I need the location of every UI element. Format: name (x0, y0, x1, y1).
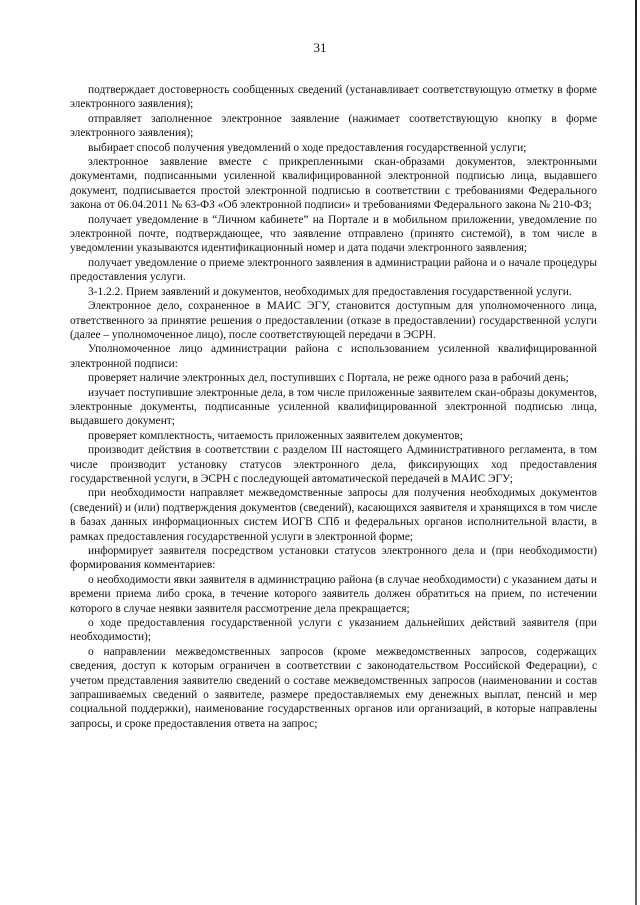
document-body (70, 83, 597, 731)
paragraph: получает уведомление о приеме электронного заявления в администрации района и о начале процедуры предоставления услуги. (70, 256, 597, 284)
paragraph: отправляет заполненное электронное заявление (нажимает соответствующую кнопку в форме электронного заявления); (70, 112, 597, 140)
paragraph: производит действия в соответствии с разделом III настоящего Административного регламента, в том числе производит установку статусов электронного дела, фиксирующих ход предоставления государственной услуги, в ЭСРН с последующей автоматической передачей в МАИС ЭГУ; (70, 444, 597, 485)
paragraph: получает уведомление в “Личном кабинете” на Портале и в мобильном приложении, уведомление по электронной почте, подтверждающее, что заявление отправлено (принято системой), в том числе в уведомлении указываются идентификационный номер и дата подачи электронного заявления; (70, 213, 597, 255)
paragraph: при необходимости направляет межведомственные запросы для получения необходимых документов (сведений) и (или) подтверждения документов (сведений), касающихся заявителя и хранящихся в том числе в базах данных информационных систем ИОГВ СПб и федеральных органов исполнительной власти, в рамках предоставления государственной услуги в электронной форме; (70, 487, 597, 543)
paragraph: проверяет комплектность, читаемость приложенных заявителем документов; (88, 429, 463, 442)
paragraph: Электронное дело, сохраненное в МАИС ЭГУ, становится доступным для уполномоченного лица, ответственного за принятие решения о предоставлении (отказе в предоставлении) государственной услуги (далее – уполномоченное лицо), после соответствующей передачи в ЭСРН. (70, 300, 597, 341)
paragraph: Уполномоченное лицо администрации района с использованием усиленной квалифицированной электронной подписи: (70, 343, 597, 370)
paragraph: о ходе предоставления государственной услуги с указанием дальнейших действий заявителя (при необходимости); (70, 617, 597, 644)
scan-edge-shadow (635, 0, 637, 905)
paragraph: подтверждает достоверность сообщенных сведений (устанавливает соответствующую отметку в форме электронного заявления); (70, 84, 597, 111)
paragraph: выбирает способ получения уведомлений о ходе предоставления государственной услуги; (88, 141, 527, 154)
paragraph: проверяет наличие электронных дел, поступивших с Портала, не реже одного раза в рабочий день; (88, 372, 569, 385)
paragraph: о направлении межведомственных запросов (кроме межведомственных запросов, содержащих сведения, доступ к которым ограничен в соответствии с законодательством Российской Федерации), с учетом представления заявителю сведений о составе межведомственных запросов (наименовании и состав запрашиваемых сведений о заявителе, размере предоставляемых ему денежных выплат, пенсий и мер социальной поддержки), наименование государственных органов или организаций, в которые направлены запросы, и сроке предоставления ответа на запрос; (70, 645, 597, 730)
page-number: 31 (313, 40, 327, 55)
paragraph: информирует заявителя посредством установки статусов электронного дела и (при необходимости) формирования комментариев: (70, 545, 597, 572)
section-heading: 3-1.2.2. Прием заявлений и документов, необходимых для предоставления государственной услуги. (88, 285, 572, 298)
paragraph: изучает поступившие электронные дела, в том числе приложенные заявителем скан-образы документов, электронные документы, подписанные усиленной квалифицированной электронной подписью лица, выдавшего документ; (70, 386, 597, 428)
paragraph: о необходимости явки заявителя в администрацию района (в случае необходимости) с указанием даты и времени приема либо срока, в течение которого заявитель должен обратиться на прием, по истечении которого в случае неявки заявителя рассмотрение дела прекращается; (70, 573, 597, 615)
paragraph: электронное заявление вместе с прикрепленными скан-образами документов, электронными документами, подписанными усиленной квалифицированной электронной подписью лица, выдавшего документ, подписывается простой электронной подписью в соответствии с требованиями Федерального закона от 06.04.2011 № 63-ФЗ «Об электронной подписи» и требованиями Федерального закона № 210-ФЗ; (70, 156, 597, 212)
